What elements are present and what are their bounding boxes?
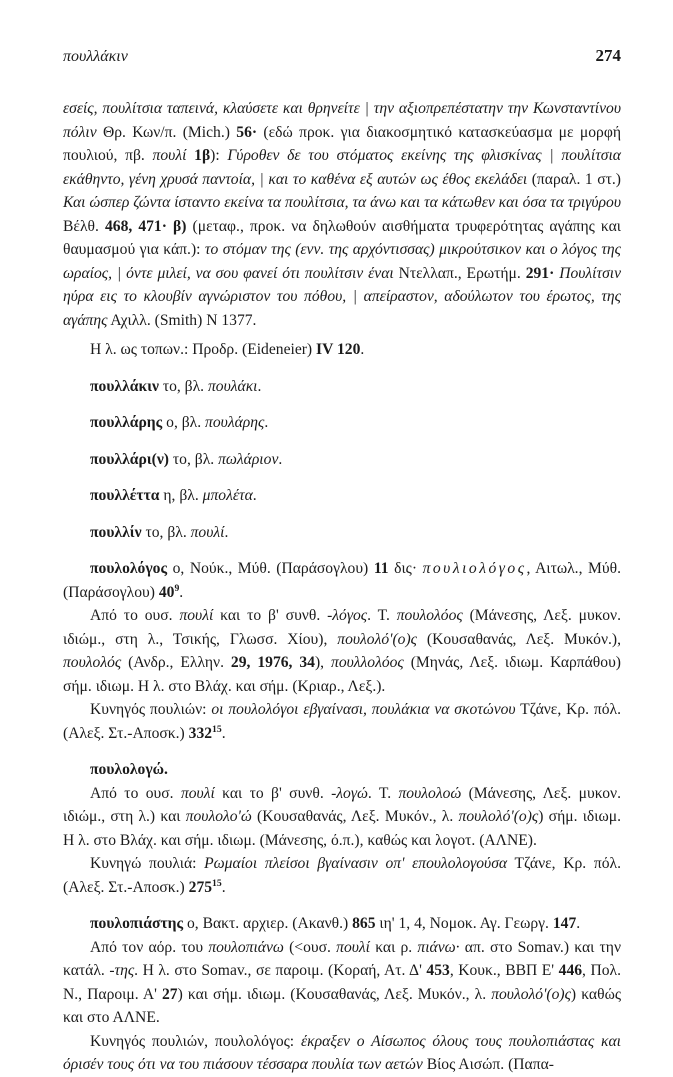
text-run: IV 120 xyxy=(316,341,361,358)
text-run: (<ουσ. xyxy=(283,938,337,956)
text-run: πουλλάκιν xyxy=(90,377,159,395)
text-run: ο, Νούκ., Μύθ. (Παράσογλου) xyxy=(167,560,374,577)
text-run: πουλί xyxy=(152,147,187,164)
entry-poullari xyxy=(63,448,621,472)
text-run: . xyxy=(264,414,269,431)
text-run: . xyxy=(224,523,229,541)
text-run: έκραξεν ο Αίσωπος όλους τους πουλοπιάστας και όρισέν τους ότι να του πιάσουν τέσσαρα πουλία των αετών xyxy=(63,1032,621,1073)
text-run: εσείς, πουλίτσια ταπεινά, κλαύσετε και θρηνείτε | την αξιοπρεπέστατην την Κωνσταντίνου πόλιν xyxy=(63,100,621,141)
text-run: . xyxy=(576,915,581,932)
text-run: πουλολόγος xyxy=(90,560,168,577)
text-run: 446 xyxy=(558,962,583,979)
text-run: Θρ. Κων/π. (Mich.) xyxy=(96,123,237,141)
text-run: ), xyxy=(314,654,332,671)
text-run: Βίος Αισώπ. (Παπα- xyxy=(422,1056,554,1073)
text-run: β) xyxy=(173,217,187,235)
text-run: 291· xyxy=(525,264,555,282)
text-run: Βέλθ. xyxy=(63,217,105,235)
text-run: -λόγος xyxy=(327,607,368,624)
text-run: το, βλ. xyxy=(169,450,219,468)
text-run: -λογώ xyxy=(331,784,368,802)
text-run: Ντελλαπ., Ερωτήμ. xyxy=(393,264,526,282)
text-run: η, βλ. xyxy=(159,487,203,504)
text-run: . xyxy=(278,450,283,468)
usage-poulologos xyxy=(63,698,621,745)
text-run: Ρωμαίοι πλείσοι βγαίνασιν οπ' επουλολογούσα xyxy=(204,855,508,872)
text-run: (Μάνεσης, Λεξ. μυκον. ιδιώμ., στη λ.) και xyxy=(63,784,622,825)
text-run: και ρ. xyxy=(370,938,418,956)
text-run: πουλολός xyxy=(63,654,122,671)
text-run: μπολέτα xyxy=(202,487,253,504)
text-run: πιάνω· xyxy=(417,938,460,956)
text-run: πουλί xyxy=(180,784,215,802)
text-run: 56· xyxy=(236,123,258,141)
text-run: (Μηνάς, Λεξ. ιδιωμ. Καρπάθου) σήμ. ιδιωμ. Η λ. στο Βλάχ. και σήμ. (Κριαρ., Λεξ.). xyxy=(63,654,621,695)
text-run: οι πουλολόγοι εβγαίνασι, πουλάκια να σκοτώνου xyxy=(211,701,516,718)
text-run: 865 xyxy=(352,915,376,932)
text-run: το στόμαν της (ενν. της αρχόντισσας) μικρούτσικον και ο λόγος της ωραίος, | όντε μιλεί, να σου φανεί ότι πουλίτσιν έναι xyxy=(63,241,621,282)
text-run: Αχιλλ. (Smith) N 1377. xyxy=(107,311,257,329)
text-run: ο, Βακτ. αρχιερ. (Ακανθ.) xyxy=(183,915,353,932)
text-run: -της xyxy=(109,962,135,979)
text-run: και το β' συνθ. xyxy=(213,607,328,624)
text-run: (παραλ. 1 στ.) xyxy=(527,170,621,188)
text-run: Κυνηγός πουλιών, πουλολόγος: xyxy=(90,1032,301,1050)
text-run: (μεταφ., προκ. να δηλωθούν αισθήματα τρυφερότητας αγάπης και θαυμασμού για κάπ.): xyxy=(63,217,621,258)
text-run: πουλολό'(ο)ς xyxy=(491,985,571,1003)
text-run: 11 xyxy=(373,560,389,577)
text-run: πουλολογώ. xyxy=(90,761,168,778)
text-run: πουλί xyxy=(190,523,225,541)
text-run: πουλλάρης xyxy=(90,414,163,431)
text-run: Από το ουσ. xyxy=(90,607,180,624)
text-run: Και ώσπερ ζώντα ίσταντο εκείνα τα πουλίτσια, τα άνω και τα κάτωθεν και όσα τα τριγύρου xyxy=(63,194,621,211)
text-run: πουλολο'ώ xyxy=(185,808,252,825)
text-run xyxy=(186,147,194,164)
text-run: Γύροθεν δε του στόματος εκείνης της φλισκίνας | πουλίτσια εκάθηντο, γένη χρυσά παντοία, | και το καθένα εξ αυτών ως έθος εκελάδει xyxy=(63,147,621,188)
text-run: πουλολοώ xyxy=(398,784,462,802)
text-run: πουλοπιάστης xyxy=(90,915,184,932)
text-run: ο, βλ. xyxy=(162,414,206,431)
text-run: το, βλ. xyxy=(141,523,191,541)
text-run: . Τ. xyxy=(367,784,399,802)
text-run: δις· xyxy=(388,560,423,577)
page-number: 274 xyxy=(595,46,621,65)
text-run: . Τ. xyxy=(367,607,397,624)
running-header xyxy=(63,46,621,66)
text-run: ) σήμ. ιδιωμ. Η λ. στο Βλάχ. και σήμ. ιδιωμ. (Μάνεσης, ό.π.), καθώς και λογοτ. (ΑΛΝΕ). xyxy=(63,808,621,849)
text-run: 15 xyxy=(212,877,222,889)
text-run: πουλλολόος xyxy=(331,654,404,671)
text-run: πουλολόος xyxy=(396,607,463,624)
text-run: πουλλίν xyxy=(90,523,142,541)
text-run: Τζάνε, Κρ. πόλ. (Αλεξ. Στ.-Αποσκ.) xyxy=(63,701,622,742)
text-run: . xyxy=(221,878,226,896)
text-run: 275 xyxy=(188,878,213,896)
text-run: ) καθώς και στο ΑΛΝΕ. xyxy=(63,985,622,1026)
text-run: πουλλάρι(ν) xyxy=(90,450,169,468)
running-header-headword: πουλλάκιν xyxy=(63,48,128,65)
entry-poullakin xyxy=(63,375,621,399)
entry-poulopiastis xyxy=(63,912,621,936)
continuation-paragraph xyxy=(63,97,621,332)
text-run: πουλάρης xyxy=(205,414,265,431)
text-run: 15 xyxy=(212,723,222,735)
text-run: ): xyxy=(210,147,228,164)
text-run: . Η λ. στο Somav., σε παροιμ. (Κοραή, Ατ. Δ' xyxy=(134,962,427,979)
entry-poullin xyxy=(63,521,621,545)
etymology-poulologo xyxy=(63,782,621,853)
text-run: πουλάκι xyxy=(207,377,258,395)
text-run: Από τον αόρ. του xyxy=(90,938,209,956)
text-run: (Μάνεσης, Λεξ. μυκον. ιδιώμ., στη λ., Τσικής, Γλωσσ. Χίου), xyxy=(63,607,621,648)
entry-poullaris xyxy=(63,411,621,435)
text-run: πωλάριον xyxy=(218,450,279,468)
text-run: πουλί xyxy=(179,607,214,624)
text-run: απ. στο Somav.) και την κατάλ. xyxy=(63,938,621,979)
text-run: Κυνηγώ πουλιά: xyxy=(90,855,205,872)
text-run: , Πολ. Ν., Παροιμ. Α' xyxy=(63,962,621,1003)
text-run: πουλολό'(ο)ς xyxy=(337,630,417,648)
text-run: Από το ουσ. xyxy=(90,784,181,802)
text-run: (Κουσαθανάς, Λεξ. Μυκόν., λ. xyxy=(251,808,459,825)
etymology-poulologos xyxy=(63,604,621,698)
toponym-note-paragraph xyxy=(63,338,621,362)
text-run: . xyxy=(179,583,184,601)
entry-poulologos xyxy=(63,557,621,604)
text-run: το, βλ. xyxy=(158,377,208,395)
text-run: ) και σήμ. ιδιωμ. (Κουσαθανάς, Λεξ. Μυκόν., λ. xyxy=(177,985,492,1003)
text-run: . xyxy=(252,487,257,504)
text-run: 27 xyxy=(162,985,178,1003)
text-run: ιη' 1, 4, Νομοκ. Αγ. Γεωργ. xyxy=(375,915,553,932)
text-run: πουλιολόγος xyxy=(422,560,527,577)
text-run: 468, 471· xyxy=(104,217,167,235)
entry-poulologo xyxy=(63,758,621,782)
usage-poulologo xyxy=(63,852,621,899)
text-run: Κυνηγός πουλιών: xyxy=(90,701,212,718)
text-run: πουλί xyxy=(336,938,370,956)
text-run: 29, 1976, 34 xyxy=(230,654,315,671)
text-run: . xyxy=(221,724,226,742)
usage-poulopiastis xyxy=(63,1030,621,1077)
text-run: 332 xyxy=(188,724,213,742)
text-run: Πουλίτσιν ηύρα εις το κλουβίν αγνώριστον του πόθου, | απείραστον, αδούλωτον του έρωτος, της αγάπης xyxy=(63,264,622,329)
text-run: και το β' συνθ. xyxy=(214,784,332,802)
text-run: . xyxy=(360,341,365,358)
text-run: 1β xyxy=(194,147,211,164)
text-run: πουλολό'(ο)ς xyxy=(458,808,539,825)
text-run: (Κουσαθανάς, Λεξ. Μυκόν.), xyxy=(417,630,621,648)
text-run: (Ανδρ., Ελλην. xyxy=(121,654,231,671)
text-run: (εδώ προκ. για διακοσμητικό κατασκεύασμα με μορφή πουλιού, πβ. xyxy=(63,123,621,164)
text-run: πουλοπιάνω xyxy=(208,938,284,956)
text-run: . xyxy=(257,377,262,395)
text-run: Τζάνε, Κρ. πόλ. (Αλεξ. Στ.-Αποσκ.) xyxy=(63,855,621,896)
etymology-poulopiastis xyxy=(63,936,621,1030)
text-run: πουλλέττα xyxy=(90,487,160,504)
text-run: Η λ. ως τοπων.: Προδρ. (Eideneier) xyxy=(90,341,317,358)
text-run: 453 xyxy=(426,962,450,979)
text-run: , Αιτωλ., Μύθ. (Παράσογλου) xyxy=(63,560,621,601)
text-run: 9 xyxy=(174,582,180,594)
text-run: 40 xyxy=(158,583,175,601)
entry-poulletta xyxy=(63,484,621,508)
text-run: 147 xyxy=(552,915,577,932)
text-run: , Κουκ., ΒΒΠ Ε' xyxy=(449,962,559,979)
page-body xyxy=(63,97,621,1077)
